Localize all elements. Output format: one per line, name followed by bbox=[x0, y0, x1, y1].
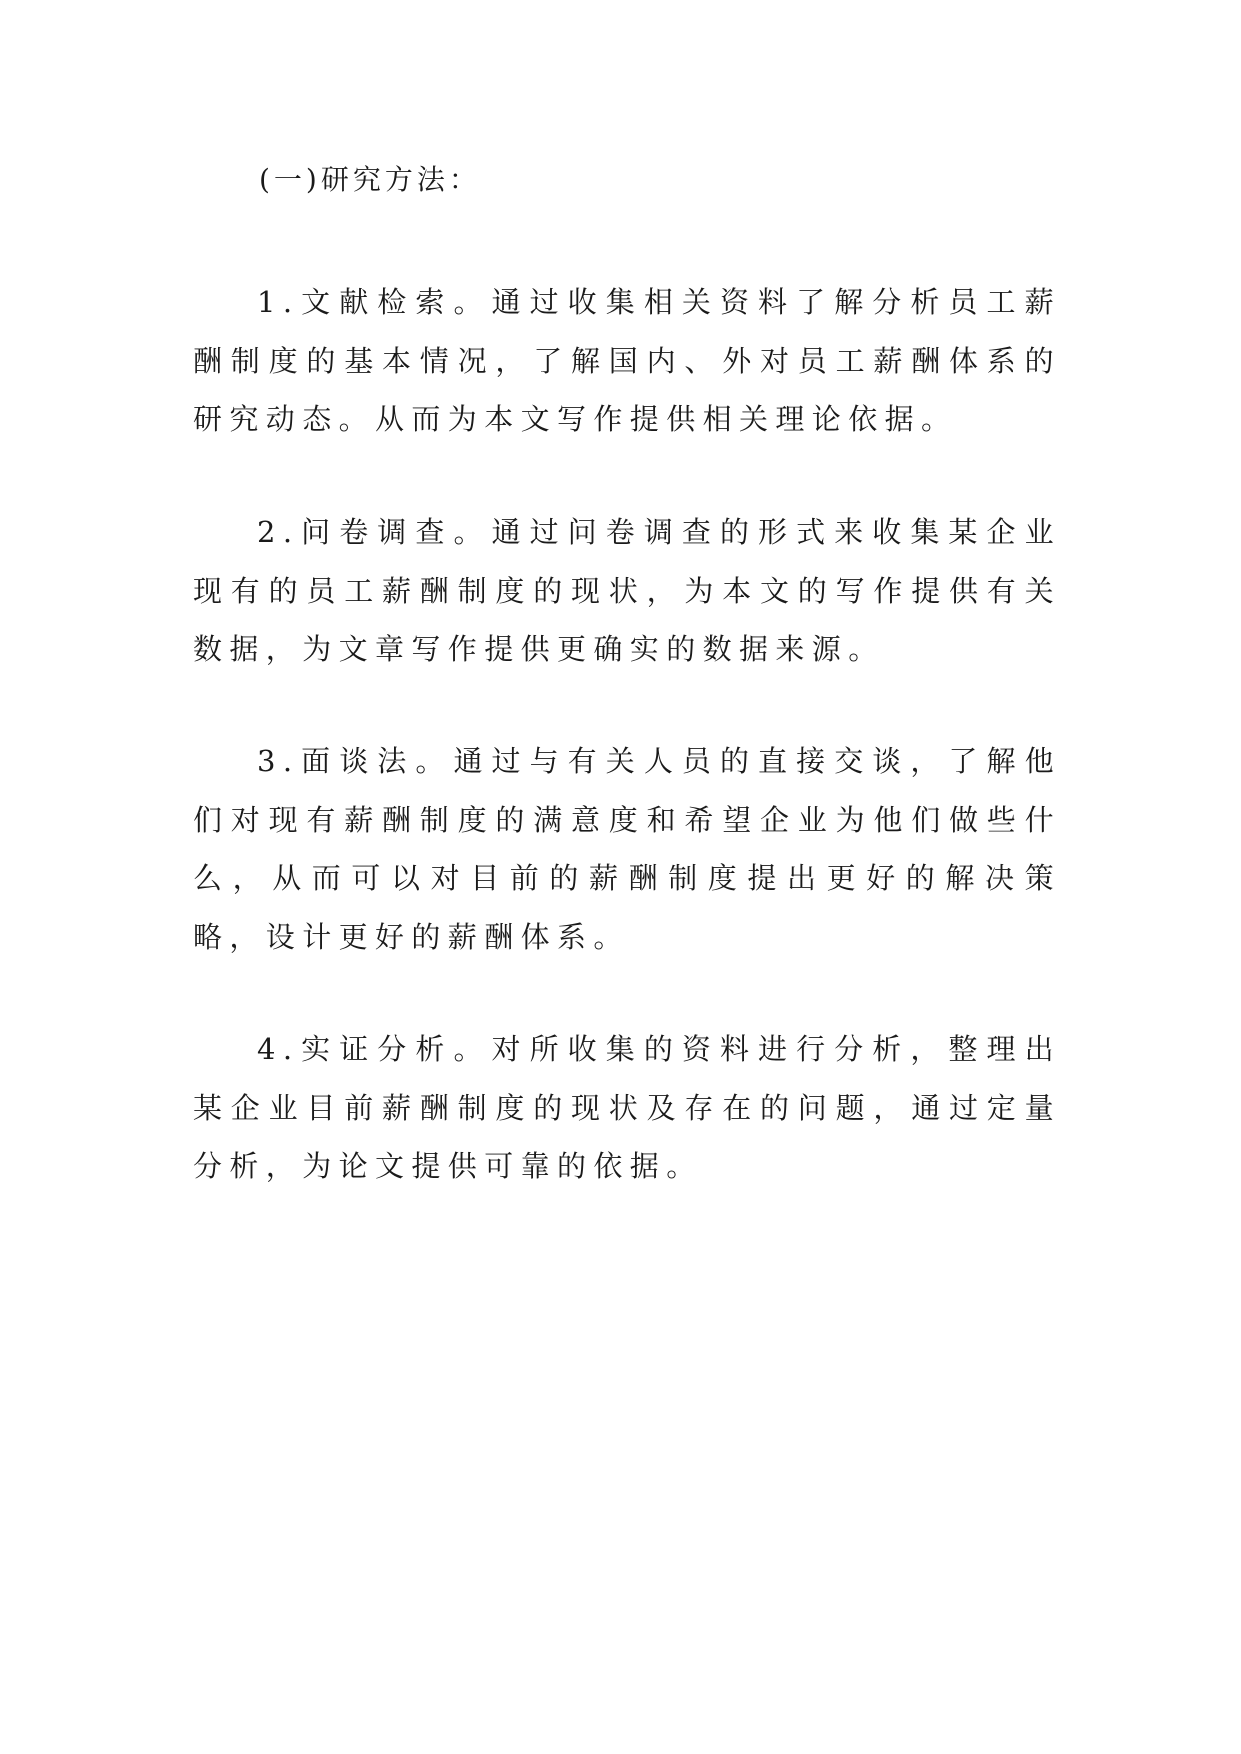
section-heading: (一)研究方法： bbox=[259, 163, 481, 196]
paragraph-literature-search: 1.文献检索。通过收集相关资料了解分析员工薪酬制度的基本情况，了解国内、外对员工薪酬体系的研究动态。从而为本文写作提供相关理论依据。 bbox=[193, 285, 1061, 436]
paragraph-interview: 3.面谈法。通过与有关人员的直接交谈，了解他们对现有薪酬制度的满意度和希望企业为他们做些什么，从而可以对目前的薪酬制度提出更好的解决策略，设计更好的薪酬体系。 bbox=[193, 744, 1061, 954]
paragraph-questionnaire: 2.问卷调查。通过问卷调查的形式来收集某企业现有的员工薪酬制度的现状，为本文的写作提供有关数据，为文章写作提供更确实的数据来源。 bbox=[193, 515, 1061, 666]
paragraph-empirical-analysis: 4.实证分析。对所收集的资料进行分析，整理出某企业目前薪酬制度的现状及存在的问题，通过定量分析，为论文提供可靠的依据。 bbox=[193, 1032, 1061, 1183]
